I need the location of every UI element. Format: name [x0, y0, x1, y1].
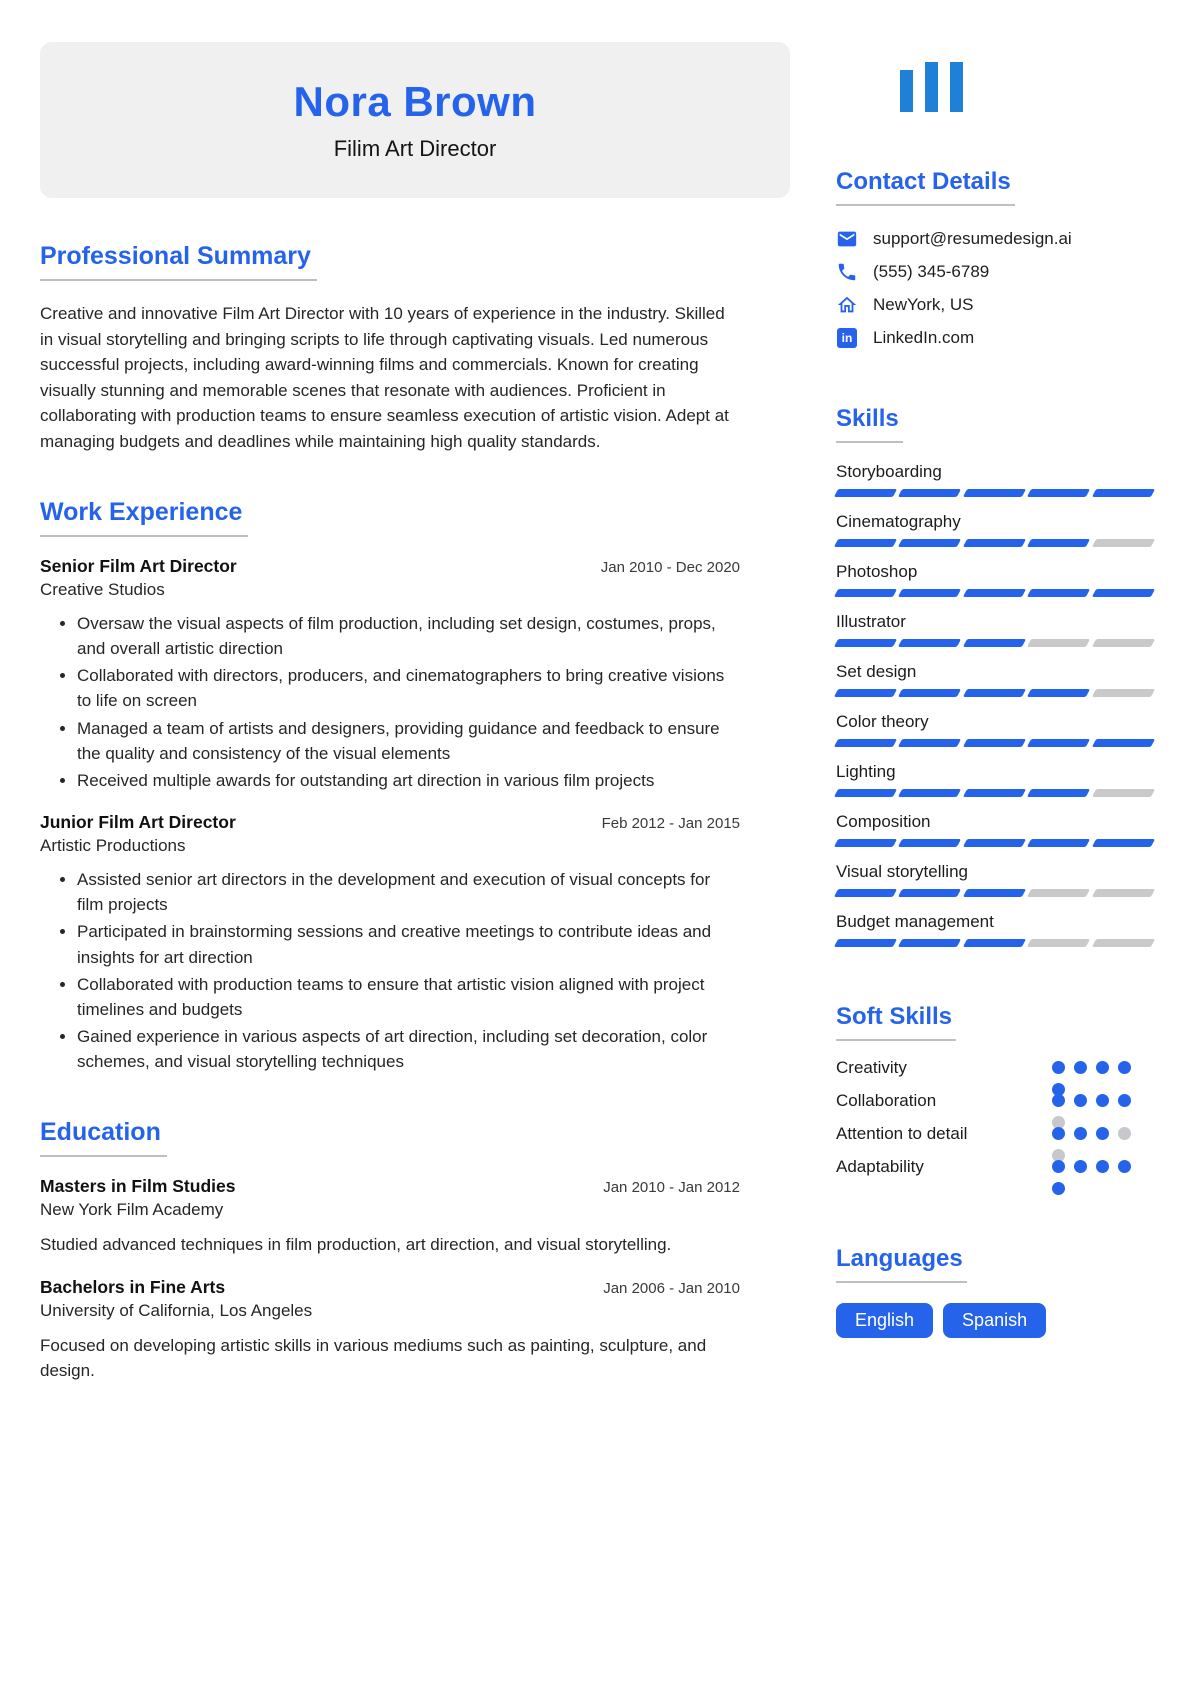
contact-text: LinkedIn.com: [873, 328, 975, 347]
soft-skill-dot: [1074, 1094, 1087, 1107]
email-icon: [836, 228, 858, 250]
job-title: Senior Film Art Director: [40, 556, 237, 576]
skill-bar-segment: [1027, 489, 1091, 497]
skill-name: Photoshop: [836, 562, 918, 581]
skill-row: [836, 761, 1158, 797]
brand-logo: [900, 62, 1158, 112]
linkedin-icon: [836, 327, 858, 349]
job-bullet: • Collaborated with directors, producers, and cinematographers to bring creative visions to life on screen: [77, 663, 740, 713]
soft-skill-dot: [1074, 1160, 1087, 1173]
skill-row: [836, 611, 1158, 647]
candidate-name: Nora Brown: [293, 78, 537, 125]
soft-skill-row: [836, 1090, 1158, 1123]
contact-text: NewYork, US: [873, 295, 974, 314]
school-name: University of California, Los Angeles: [40, 1300, 313, 1320]
education-header: [40, 1277, 740, 1298]
soft-skill-dot: [1074, 1061, 1087, 1074]
language-button-spanish[interactable]: Spanish: [943, 1303, 1046, 1338]
skill-bar-segment: [898, 789, 962, 797]
soft-skill-name: Collaboration: [836, 1091, 937, 1110]
skill-bar-segment: [1091, 889, 1155, 897]
skill-bar-segment: [963, 489, 1027, 497]
skill-bar-segment: [1027, 589, 1091, 597]
skill-bar-segment: [963, 639, 1027, 647]
job-bullets: [40, 867, 740, 1074]
skill-bar-segment: [963, 739, 1027, 747]
skill-row: [836, 661, 1158, 697]
job-header: [40, 812, 740, 833]
school-name: New York Film Academy: [40, 1200, 224, 1220]
summary-text: Creative and innovative Film Art Director with 10 years of experience in the industry. Skilled in visual storytelling and bringing scripts to life through captivating visuals. Led numerous successful projects, including award-winning films and commercials. Known for creating visually stunning and memorable scenes that resonate with audiences. Proficient in collaborating with production teams to ensure seamless execution of artistic vision. Adept at managing budgets and deadlines while maintaining high quality standards.: [40, 304, 729, 451]
language-button-english[interactable]: English: [836, 1303, 933, 1338]
contact-text: (555) 345-6789: [873, 262, 990, 281]
job-header: [40, 556, 740, 577]
contact-section: [836, 168, 1158, 349]
skill-bar: [836, 789, 1153, 797]
skill-name: Composition: [836, 812, 931, 831]
soft-skill-dots: [1052, 1061, 1132, 1074]
skill-bar: [836, 689, 1153, 697]
soft-skill-dots: [1052, 1160, 1132, 1173]
skill-row: [836, 711, 1158, 747]
soft-skill-row: [836, 1057, 1158, 1090]
skill-bar-segment: [898, 589, 962, 597]
skill-bar: [836, 939, 1153, 947]
skill-row: [836, 861, 1158, 897]
soft-skill-dot: [1118, 1061, 1131, 1074]
skill-name: Budget management: [836, 912, 994, 931]
skill-bar-segment: [963, 839, 1027, 847]
skill-bar-segment: [834, 489, 898, 497]
job-bullet: • Received multiple awards for outstanding art direction in various film projects: [77, 768, 740, 793]
job-bullet: • Assisted senior art directors in the development and execution of visual concepts for film projects: [77, 867, 740, 917]
skill-bar: [836, 589, 1153, 597]
skill-bar-segment: [898, 739, 962, 747]
contact-heading: Contact Details: [836, 168, 1015, 206]
skill-bar-segment: [1091, 539, 1155, 547]
soft-skill-dot: [1096, 1094, 1109, 1107]
work-item: [40, 812, 740, 1074]
home-icon: [836, 294, 858, 316]
skill-bar-segment: [1091, 739, 1155, 747]
skill-bar: [836, 739, 1153, 747]
soft-skills-section: [836, 1003, 1158, 1189]
sidebar: [836, 62, 1158, 1338]
skill-bar: [836, 839, 1153, 847]
soft-skill-name: Attention to detail: [836, 1124, 968, 1143]
job-bullets: [40, 611, 740, 793]
skill-bar-segment: [834, 589, 898, 597]
skill-bar-segment: [1091, 789, 1155, 797]
soft-skill-row: [836, 1123, 1158, 1156]
skill-bar-segment: [1027, 889, 1091, 897]
skill-row: [836, 811, 1158, 847]
soft-skill-dots: [1052, 1127, 1132, 1140]
soft-skill-name: Creativity: [836, 1058, 907, 1077]
soft-skill-dot: [1052, 1160, 1065, 1173]
skill-name: Set design: [836, 662, 917, 681]
soft-skill-dot: [1118, 1127, 1131, 1140]
contact-item[interactable]: [836, 228, 1158, 250]
skill-bar-segment: [898, 939, 962, 947]
skill-bar-segment: [963, 689, 1027, 697]
skill-name: Cinematography: [836, 512, 961, 531]
skill-bar-segment: [1027, 539, 1091, 547]
header-card: [40, 42, 790, 198]
job-bullet: • Gained experience in various aspects of art direction, including set decoration, color schemes, and visual storytelling techniques: [77, 1024, 740, 1074]
skill-bar-segment: [1027, 639, 1091, 647]
skill-bar-segment: [898, 639, 962, 647]
summary-heading: Professional Summary: [40, 242, 317, 281]
skill-bar-segment: [834, 739, 898, 747]
skill-bar-segment: [963, 889, 1027, 897]
job-bullet: • Participated in brainstorming sessions and creative meetings to contribute ideas and insights for art direction: [77, 919, 740, 969]
job-title: Junior Film Art Director: [40, 812, 236, 833]
skill-row: [836, 461, 1158, 497]
skill-bar-segment: [963, 939, 1027, 947]
main-column: [40, 42, 740, 1388]
job-bullet: • Managed a team of artists and designers, providing guidance and feedback to ensure the quality and consistency of the visual elements: [77, 716, 740, 766]
skill-row: [836, 511, 1158, 547]
skills-section: [836, 405, 1158, 947]
skill-bar-segment: [963, 539, 1027, 547]
job-company: Creative Studios: [40, 580, 165, 599]
education-items: [40, 1176, 740, 1384]
skill-bar: [836, 539, 1153, 547]
contact-item[interactable]: [836, 294, 1158, 316]
job-company: Artistic Productions: [40, 836, 186, 856]
skill-bar-segment: [1027, 739, 1091, 747]
education-header: [40, 1176, 740, 1197]
skill-bar-segment: [1091, 689, 1155, 697]
soft-skill-dot: [1096, 1127, 1109, 1140]
work-item: [40, 556, 740, 793]
skill-name: Illustrator: [836, 612, 906, 631]
skill-bar-segment: [1027, 689, 1091, 697]
work-items: [40, 556, 740, 1074]
logo-bar-icon: [950, 62, 963, 112]
languages-list: [836, 1303, 1158, 1338]
skill-name: Lighting: [836, 762, 896, 781]
job-bullet: • Oversaw the visual aspects of film production, including set design, costumes, props, and overall artistic direction: [77, 611, 740, 661]
education-dates: Jan 2010 - Jan 2012: [603, 1179, 740, 1197]
soft-skill-dot: [1118, 1160, 1131, 1173]
skill-bar-segment: [834, 789, 898, 797]
soft-skill-dot: [1052, 1094, 1065, 1107]
skill-bar-segment: [898, 689, 962, 697]
skill-bar-segment: [834, 889, 898, 897]
skill-bar-segment: [1027, 789, 1091, 797]
skill-bar-segment: [1091, 489, 1155, 497]
skills-heading: Skills: [836, 405, 903, 443]
job-dates: Jan 2010 - Dec 2020: [600, 559, 740, 576]
soft-skill-row: [836, 1156, 1158, 1189]
skill-name: Storyboarding: [836, 462, 942, 481]
contact-text: support@resumedesign.ai: [873, 229, 1072, 248]
soft-skill-name: Adaptability: [836, 1157, 924, 1176]
job-bullet: • Collaborated with production teams to ensure that artistic vision aligned with project timelines and budgets: [77, 972, 740, 1022]
education-description: Studied advanced techniques in film production, art direction, and visual storytelling.: [40, 1235, 672, 1255]
job-dates: Feb 2012 - Jan 2015: [601, 815, 740, 833]
education-dates: Jan 2006 - Jan 2010: [603, 1279, 740, 1297]
skill-bar-segment: [1027, 839, 1091, 847]
soft-skill-dot: [1118, 1094, 1131, 1107]
skill-name: Color theory: [836, 712, 929, 731]
education-item: [40, 1176, 740, 1258]
skill-bar-segment: [898, 839, 962, 847]
contact-item[interactable]: [836, 261, 1158, 283]
education-section: [40, 1118, 740, 1384]
skill-name: Visual storytelling: [836, 862, 968, 881]
languages-section: [836, 1245, 1158, 1338]
logo-bar-icon: [900, 70, 913, 112]
phone-icon: [836, 261, 858, 283]
education-item: [40, 1277, 740, 1384]
logo-bar-icon: [925, 62, 938, 112]
skill-row: [836, 911, 1158, 947]
contact-item[interactable]: [836, 327, 1158, 349]
skill-bar-segment: [898, 539, 962, 547]
skill-bar: [836, 639, 1153, 647]
skill-bar-segment: [898, 889, 962, 897]
soft-skills-heading: Soft Skills: [836, 1003, 956, 1041]
languages-heading: Languages: [836, 1245, 967, 1283]
skill-row: [836, 561, 1158, 597]
skill-bar: [836, 889, 1153, 897]
skill-bar-segment: [963, 589, 1027, 597]
contact-list: [836, 228, 1158, 349]
skills-list: [836, 461, 1158, 947]
soft-skill-dot: [1096, 1160, 1109, 1173]
skill-bar-segment: [1091, 839, 1155, 847]
skill-bar-segment: [834, 839, 898, 847]
soft-skill-dot: [1074, 1127, 1087, 1140]
soft-skills-list: [836, 1057, 1158, 1189]
work-heading: Work Experience: [40, 498, 248, 537]
soft-skill-dot: [1052, 1127, 1065, 1140]
skill-bar-segment: [834, 639, 898, 647]
soft-skill-dots: [1052, 1094, 1132, 1107]
skill-bar-segment: [834, 939, 898, 947]
skill-bar-segment: [1091, 639, 1155, 647]
skill-bar: [836, 489, 1153, 497]
degree-title: Masters in Film Studies: [40, 1176, 236, 1197]
skill-bar-segment: [898, 489, 962, 497]
skill-bar-segment: [1091, 939, 1155, 947]
skill-bar-segment: [834, 539, 898, 547]
soft-skill-dot: [1052, 1061, 1065, 1074]
linkedin-icon: in: [837, 328, 857, 348]
education-description: Focused on developing artistic skills in various mediums such as painting, sculpture, and design.: [40, 1335, 707, 1381]
work-section: [40, 498, 740, 1074]
skill-bar-segment: [834, 689, 898, 697]
candidate-title: Filim Art Director: [333, 136, 497, 161]
summary-section: [40, 242, 740, 454]
education-heading: Education: [40, 1118, 167, 1157]
soft-skill-dot: [1052, 1182, 1065, 1195]
degree-title: Bachelors in Fine Arts: [40, 1276, 226, 1297]
soft-skill-dot: [1096, 1061, 1109, 1074]
skill-bar-segment: [963, 789, 1027, 797]
skill-bar-segment: [1027, 939, 1091, 947]
skill-bar-segment: [1091, 589, 1155, 597]
